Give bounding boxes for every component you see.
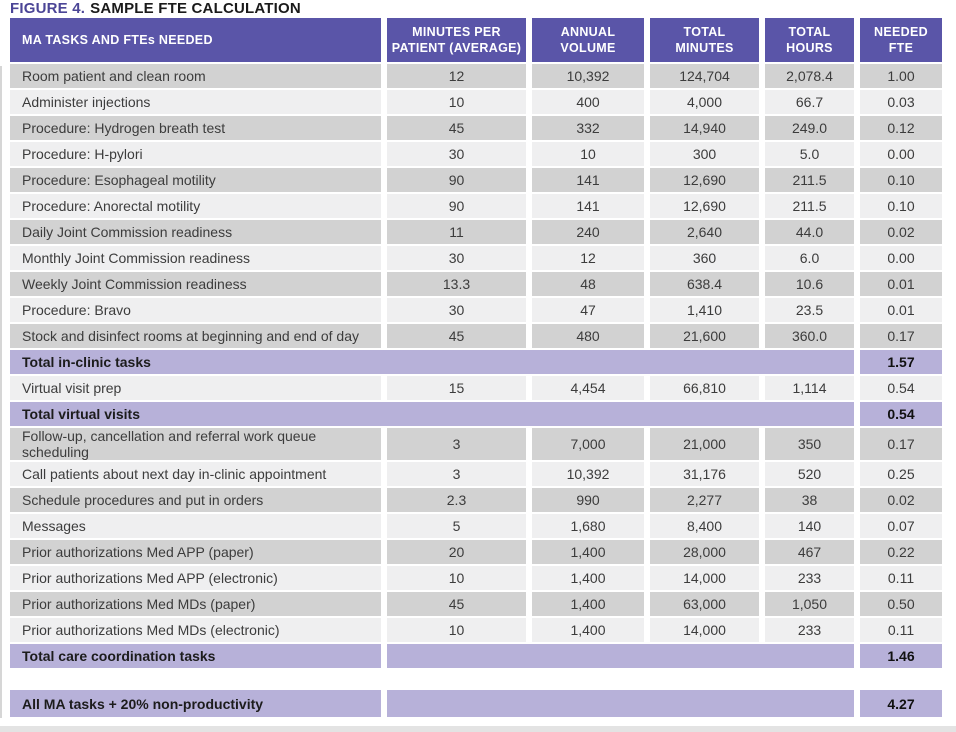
volume-cell: 1,680: [532, 514, 644, 538]
task-cell: Prior authorizations Med APP (electronic): [10, 566, 381, 590]
total-label-cell: Total virtual visits: [10, 402, 854, 426]
fte-cell: 0.03: [860, 90, 942, 114]
minutes-cell: 3: [387, 462, 526, 486]
total-hours-cell: 44.0: [765, 220, 854, 244]
total-hours-cell: 5.0: [765, 142, 854, 166]
column-header-total-minutes: TOTAL MINUTES: [650, 18, 759, 62]
table-row: [10, 168, 942, 192]
total-minutes-cell: 21,600: [650, 324, 759, 348]
total-minutes-cell: 638.4: [650, 272, 759, 296]
task-cell: Room patient and clean room: [10, 64, 381, 88]
total-minutes-cell: 14,000: [650, 566, 759, 590]
task-cell: Schedule procedures and put in orders: [10, 488, 381, 512]
total-minutes-cell: 66,810: [650, 376, 759, 400]
table-row: [10, 566, 942, 590]
total-hours-cell: 38: [765, 488, 854, 512]
table-row: [10, 298, 942, 322]
total-minutes-cell: 4,000: [650, 90, 759, 114]
total-hours-cell: 211.5: [765, 168, 854, 192]
volume-cell: 990: [532, 488, 644, 512]
table-row: [10, 220, 942, 244]
task-cell: Prior authorizations Med MDs (electronic): [10, 618, 381, 642]
task-cell: Follow-up, cancellation and referral work queue scheduling: [10, 428, 381, 460]
grand-total-fte-cell: 4.27: [860, 690, 942, 717]
task-cell: Administer injections: [10, 90, 381, 114]
minutes-cell: 30: [387, 246, 526, 270]
minutes-cell: 11: [387, 220, 526, 244]
total-minutes-cell: 12,690: [650, 168, 759, 192]
table-row: [10, 142, 942, 166]
minutes-cell: 13.3: [387, 272, 526, 296]
volume-cell: 1,400: [532, 592, 644, 616]
volume-cell: 1,400: [532, 618, 644, 642]
fte-cell: 0.54: [860, 376, 942, 400]
total-hours-cell: 350: [765, 428, 854, 460]
fte-cell: 0.02: [860, 220, 942, 244]
column-header-needed-fte: NEEDED FTE: [860, 18, 942, 62]
total-hours-cell: 6.0: [765, 246, 854, 270]
volume-cell: 332: [532, 116, 644, 140]
table-row: [10, 540, 942, 564]
volume-cell: 10,392: [532, 462, 644, 486]
minutes-cell: 3: [387, 428, 526, 460]
table-header-row: [10, 18, 942, 62]
total-minutes-cell: 28,000: [650, 540, 759, 564]
fte-cell: 0.22: [860, 540, 942, 564]
table-row: [10, 116, 942, 140]
task-cell: Procedure: Esophageal motility: [10, 168, 381, 192]
minutes-cell: 5: [387, 514, 526, 538]
total-hours-cell: 66.7: [765, 90, 854, 114]
volume-cell: 10: [532, 142, 644, 166]
fte-cell: 0.10: [860, 194, 942, 218]
table-row: [10, 272, 942, 296]
total-hours-cell: 23.5: [765, 298, 854, 322]
minutes-cell: 45: [387, 592, 526, 616]
task-cell: Weekly Joint Commission readiness: [10, 272, 381, 296]
fte-cell: 0.02: [860, 488, 942, 512]
total-hours-cell: 10.6: [765, 272, 854, 296]
total-minutes-cell: 2,640: [650, 220, 759, 244]
fte-cell: 0.00: [860, 142, 942, 166]
column-header-minutes-per-patient: MINUTES PER PATIENT (AVERAGE): [387, 18, 526, 62]
volume-cell: 12: [532, 246, 644, 270]
column-header-tasks: MA TASKS AND FTEs NEEDED: [10, 18, 381, 62]
total-minutes-cell: 14,940: [650, 116, 759, 140]
task-cell: Monthly Joint Commission readiness: [10, 246, 381, 270]
total-band-filler: [387, 644, 854, 668]
fte-calculation-table: [4, 16, 948, 719]
table-row: [10, 376, 942, 400]
total-row-care-coordination: [10, 644, 942, 668]
total-minutes-cell: 300: [650, 142, 759, 166]
minutes-cell: 10: [387, 618, 526, 642]
total-hours-cell: 233: [765, 618, 854, 642]
grand-total-label-cell: All MA tasks + 20% non-productivity: [10, 690, 381, 717]
total-minutes-cell: 2,277: [650, 488, 759, 512]
table-row: [10, 64, 942, 88]
fte-cell: 0.11: [860, 618, 942, 642]
table-row: [10, 246, 942, 270]
minutes-cell: 2.3: [387, 488, 526, 512]
total-hours-cell: 360.0: [765, 324, 854, 348]
volume-cell: 480: [532, 324, 644, 348]
volume-cell: 48: [532, 272, 644, 296]
volume-cell: 7,000: [532, 428, 644, 460]
task-cell: Daily Joint Commission readiness: [10, 220, 381, 244]
total-hours-cell: 1,114: [765, 376, 854, 400]
grand-total-band-filler: [387, 690, 854, 717]
minutes-cell: 45: [387, 116, 526, 140]
task-cell: Prior authorizations Med APP (paper): [10, 540, 381, 564]
table-row: [10, 194, 942, 218]
volume-cell: 47: [532, 298, 644, 322]
fte-cell: 0.01: [860, 272, 942, 296]
minutes-cell: 15: [387, 376, 526, 400]
task-cell: Messages: [10, 514, 381, 538]
minutes-cell: 30: [387, 142, 526, 166]
volume-cell: 141: [532, 194, 644, 218]
page-left-edge: [0, 66, 2, 718]
volume-cell: 1,400: [532, 566, 644, 590]
total-minutes-cell: 8,400: [650, 514, 759, 538]
fte-cell: 0.00: [860, 246, 942, 270]
task-cell: Prior authorizations Med MDs (paper): [10, 592, 381, 616]
task-cell: Call patients about next day in-clinic appointment: [10, 462, 381, 486]
volume-cell: 141: [532, 168, 644, 192]
total-hours-cell: 1,050: [765, 592, 854, 616]
fte-cell: 0.50: [860, 592, 942, 616]
figure-title: [10, 0, 301, 17]
volume-cell: 400: [532, 90, 644, 114]
minutes-cell: 10: [387, 566, 526, 590]
minutes-cell: 30: [387, 298, 526, 322]
figure-label: FIGURE 4.: [10, 0, 86, 17]
table-row: [10, 514, 942, 538]
total-hours-cell: 211.5: [765, 194, 854, 218]
total-minutes-cell: 63,000: [650, 592, 759, 616]
task-cell: Virtual visit prep: [10, 376, 381, 400]
task-cell: Procedure: Anorectal motility: [10, 194, 381, 218]
figure-title-text: SAMPLE FTE CALCULATION: [90, 0, 301, 17]
fte-cell: 0.25: [860, 462, 942, 486]
total-minutes-cell: 124,704: [650, 64, 759, 88]
total-label-cell: Total in-clinic tasks: [10, 350, 854, 374]
column-header-annual-volume: ANNUAL VOLUME: [532, 18, 644, 62]
column-header-total-hours: TOTAL HOURS: [765, 18, 854, 62]
table-row: [10, 428, 942, 460]
task-cell: Procedure: Hydrogen breath test: [10, 116, 381, 140]
volume-cell: 4,454: [532, 376, 644, 400]
page-bottom-edge: [0, 726, 956, 732]
spacer-row: [10, 670, 942, 688]
total-fte-cell: 1.46: [860, 644, 942, 668]
total-minutes-cell: 360: [650, 246, 759, 270]
fte-cell: 0.10: [860, 168, 942, 192]
volume-cell: 10,392: [532, 64, 644, 88]
table-row: [10, 618, 942, 642]
table-row: [10, 324, 942, 348]
total-label-cell: Total care coordination tasks: [10, 644, 381, 668]
total-minutes-cell: 31,176: [650, 462, 759, 486]
total-minutes-cell: 1,410: [650, 298, 759, 322]
fte-cell: 1.00: [860, 64, 942, 88]
fte-cell: 0.17: [860, 428, 942, 460]
task-cell: Procedure: H-pylori: [10, 142, 381, 166]
minutes-cell: 10: [387, 90, 526, 114]
total-row-virtual-visits: [10, 402, 942, 426]
total-hours-cell: 2,078.4: [765, 64, 854, 88]
table-row: [10, 592, 942, 616]
minutes-cell: 12: [387, 64, 526, 88]
fte-cell: 0.12: [860, 116, 942, 140]
total-hours-cell: 249.0: [765, 116, 854, 140]
table-row: [10, 462, 942, 486]
fte-cell: 0.07: [860, 514, 942, 538]
total-fte-cell: 0.54: [860, 402, 942, 426]
minutes-cell: 20: [387, 540, 526, 564]
total-row-in-clinic: [10, 350, 942, 374]
volume-cell: 1,400: [532, 540, 644, 564]
fte-cell: 0.01: [860, 298, 942, 322]
total-hours-cell: 467: [765, 540, 854, 564]
minutes-cell: 90: [387, 194, 526, 218]
total-fte-cell: 1.57: [860, 350, 942, 374]
total-minutes-cell: 21,000: [650, 428, 759, 460]
table-row: [10, 90, 942, 114]
total-hours-cell: 140: [765, 514, 854, 538]
task-cell: Stock and disinfect rooms at beginning and end of day: [10, 324, 381, 348]
minutes-cell: 90: [387, 168, 526, 192]
grand-total-row: [10, 690, 942, 717]
table-row: [10, 488, 942, 512]
fte-cell: 0.11: [860, 566, 942, 590]
total-hours-cell: 233: [765, 566, 854, 590]
task-cell: Procedure: Bravo: [10, 298, 381, 322]
total-hours-cell: 520: [765, 462, 854, 486]
fte-cell: 0.17: [860, 324, 942, 348]
total-minutes-cell: 12,690: [650, 194, 759, 218]
volume-cell: 240: [532, 220, 644, 244]
minutes-cell: 45: [387, 324, 526, 348]
total-minutes-cell: 14,000: [650, 618, 759, 642]
